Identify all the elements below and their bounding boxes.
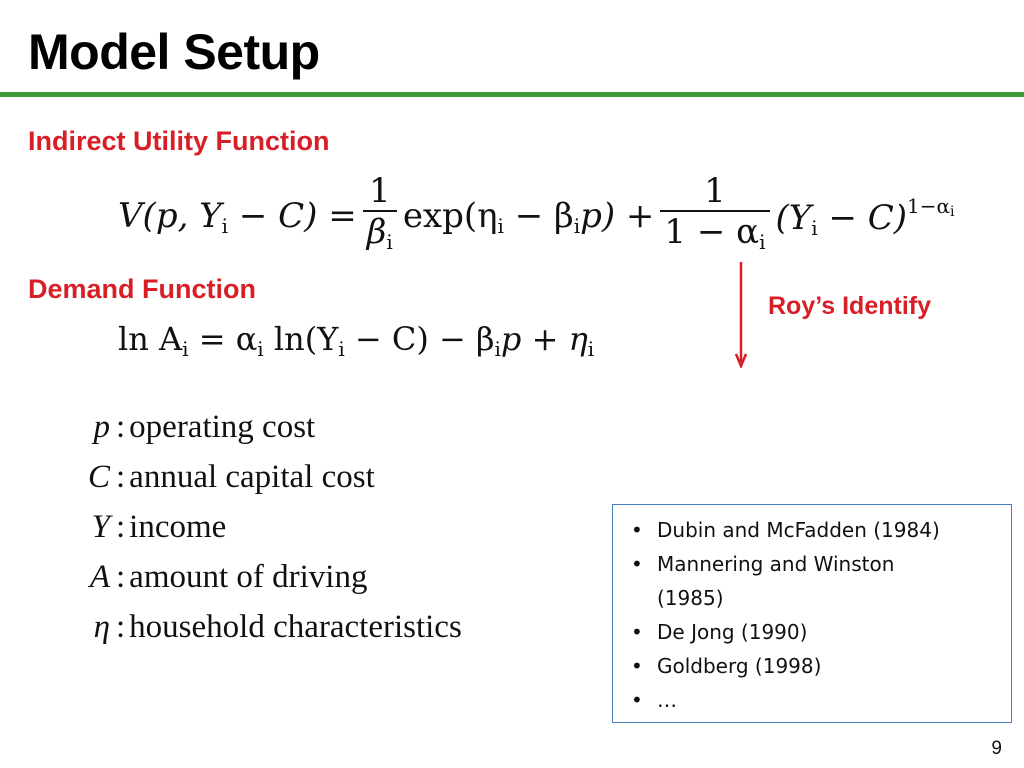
reference-item: • Goldberg (1998) [623, 649, 1001, 683]
reference-item: • … [623, 683, 1001, 717]
definition-a: A : amount of driving [89, 559, 368, 595]
definition-c: C : annual capital cost [87, 459, 375, 495]
reference-item: • Dubin and McFadden (1984) [623, 513, 1001, 547]
definition-p: p : operating cost [93, 409, 316, 445]
indirect-utility-heading: Indirect Utility Function [28, 126, 330, 156]
utility-equation: V(p, $Y_i - C$) = $\frac{1}{\beta_i}$ $\exp(\eta_i - \beta_ip)$ + $\frac{1}{1 - \alpha_i}$ $(Y_i - C)^{1-\alpha_i}$ [118, 172, 955, 262]
fraction-one-over-one-minus-alpha: $\frac{1}{1 - \alpha_i}$ [660, 172, 769, 262]
demand-equation: $\ln A_i = \alpha_i$ $\ln(Y_i - C) - \beta_ip + \eta_i$ [118, 320, 595, 361]
references-box [612, 504, 1012, 723]
fraction-one-over-beta: $\frac{1}{\beta_i}$ [363, 172, 397, 262]
definition-y: Y : income [91, 509, 227, 545]
definition-eta: η : household characteristics [93, 609, 462, 645]
title-divider [0, 92, 1024, 97]
roys-identity-arrow [735, 262, 747, 368]
slide-title: Model Setup [28, 24, 320, 80]
demand-function-heading: Demand Function [28, 274, 256, 304]
references-list [623, 513, 1001, 717]
page-number: 9 [991, 738, 1002, 759]
reference-item: • De Jong (1990) [623, 615, 1001, 649]
roys-identity-label: Roy’s Identify [768, 292, 931, 320]
reference-item: • Mannering and Winston (1985) [623, 547, 1001, 615]
variable-definitions [80, 402, 462, 652]
